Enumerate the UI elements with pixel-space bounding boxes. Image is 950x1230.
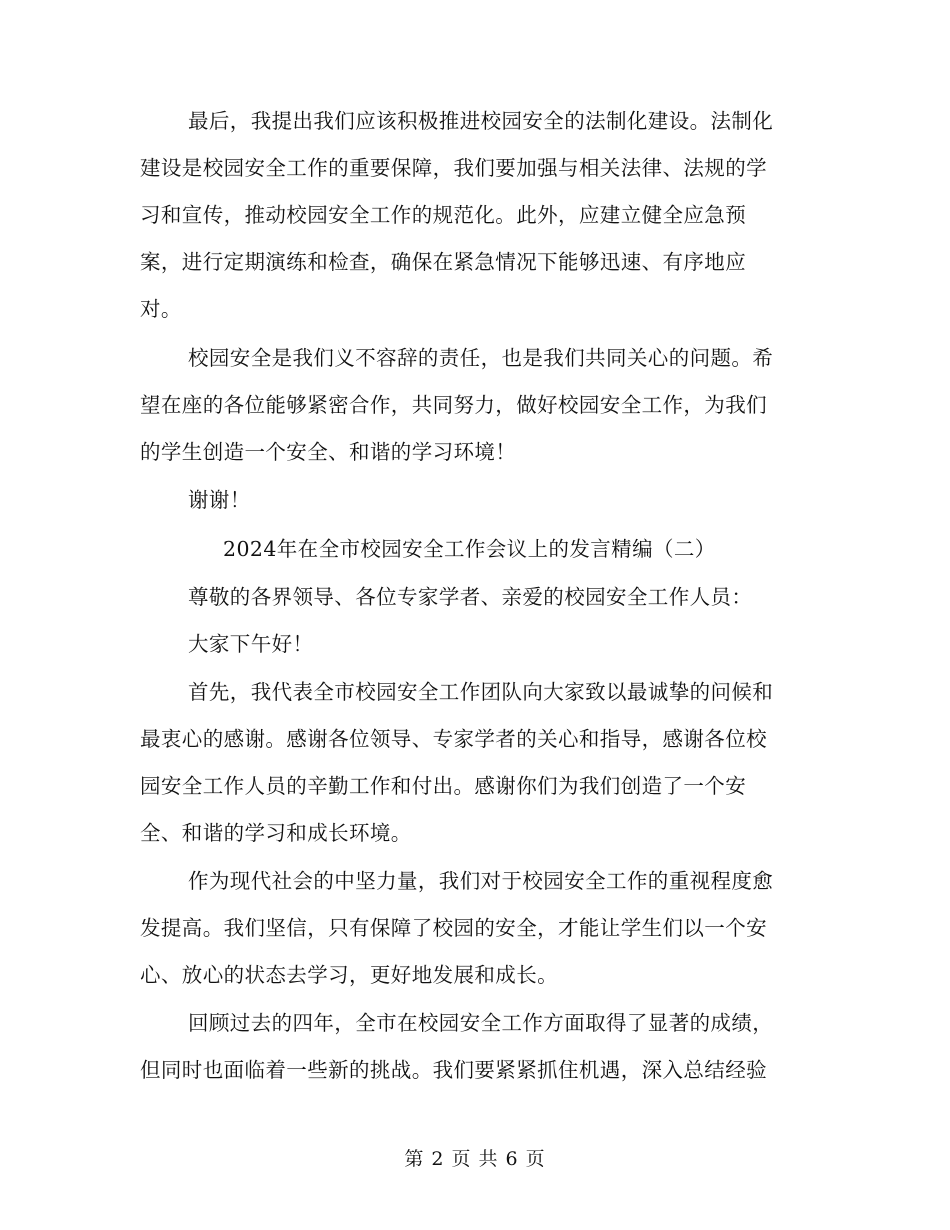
paragraph-line: 建设是校园安全工作的重要保障，我们要加强与相关法律、法规的学 (140, 156, 767, 180)
section-title: 2024年在全市校园安全工作会议上的发言精编（二） (223, 537, 716, 561)
paragraph-line: 心、放心的状态去学习，更好地发展和成长。 (140, 963, 558, 987)
paragraph-line: 对。 (140, 297, 182, 321)
paragraph-line: 首先，我代表全市校园安全工作团队向大家致以最诚挚的问候和 (188, 680, 774, 704)
paragraph-line: 作为现代社会的中坚力量，我们对于校园安全工作的重视程度愈 (188, 869, 774, 893)
page-number-footer: 第 2 页 共 6 页 (404, 1148, 546, 1170)
paragraph-line: 案，进行定期演练和检查，确保在紧急情况下能够迅速、有序地应 (140, 250, 747, 274)
paragraph-line: 最衷心的感谢。感谢各位领导、专家学者的关心和指导，感谢各位校 (140, 727, 767, 751)
salutation-line: 尊敬的各界领导、各位专家学者、亲爱的校园安全工作人员： (188, 585, 753, 609)
paragraph-line: 回顾过去的四年，全市在校园安全工作方面取得了显著的成绩， (188, 1011, 774, 1035)
paragraph-line: 习和宣传，推动校园安全工作的规范化。此外，应建立健全应急预 (140, 203, 747, 227)
greeting-line: 大家下午好！ (188, 632, 314, 656)
paragraph-line: 校园安全是我们义不容辞的责任，也是我们共同关心的问题。希 (188, 346, 774, 370)
paragraph-line: 但同时也面临着一些新的挑战。我们要紧紧抓住机遇，深入总结经验 (140, 1058, 767, 1082)
paragraph-line: 最后，我提出我们应该积极推进校园安全的法制化建设。法制化 (188, 109, 774, 133)
paragraph-line: 发提高。我们坚信，只有保障了校园的安全，才能让学生们以一个安 (140, 916, 767, 940)
paragraph-line: 的学生创造一个安全、和谐的学习环境！ (140, 440, 517, 464)
closing-line: 谢谢！ (188, 488, 251, 512)
paragraph-line: 全、和谐的学习和成长环境。 (140, 821, 412, 845)
paragraph-line: 园安全工作人员的辛勤工作和付出。感谢你们为我们创造了一个安 (140, 774, 747, 798)
paragraph-line: 望在座的各位能够紧密合作，共同努力，做好校园安全工作，为我们 (140, 393, 767, 417)
